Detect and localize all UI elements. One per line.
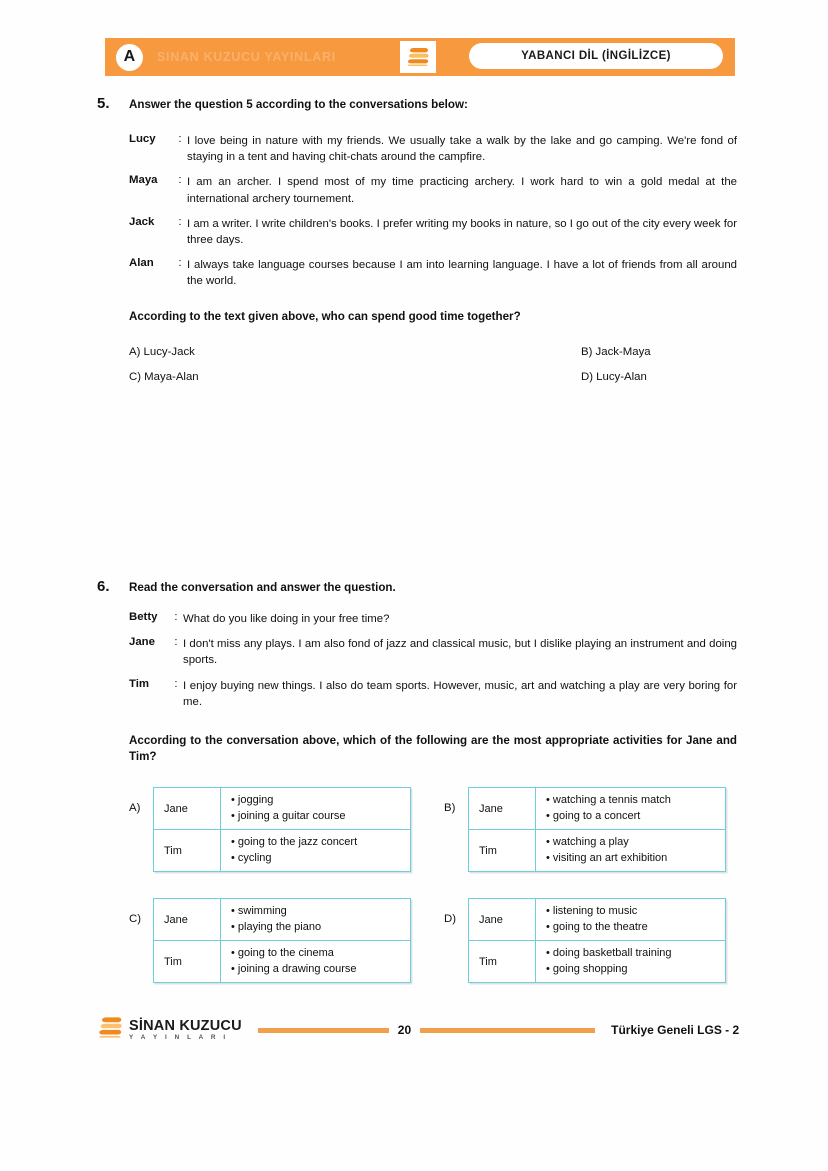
publisher-name [129,1019,242,1042]
speaker-colon: : [174,677,178,690]
question-5-number: 5. [97,95,110,112]
table-row [469,941,726,983]
option-b-table [468,787,726,872]
publisher-name-main: SİNAN KUZUCU [129,1017,242,1034]
table-row [154,788,411,830]
question-5-option-d[interactable]: D) Lucy-Alan [581,371,647,383]
table-row [469,830,726,872]
row-person: Tim [469,830,536,872]
row-person: Jane [469,899,536,941]
activity-item: • going to the theatre [546,920,648,933]
page-footer [97,1012,740,1048]
question-6-prompt: Read the conversation and answer the question. [129,581,396,594]
question-5-option-b[interactable]: B) Jack-Maya [581,346,651,358]
publisher-name-sub: Y A Y I N L A R I [129,1034,229,1042]
table-row [469,788,726,830]
speaker-text: I don't miss any plays. I am also fond of jazz and classical music, but I dislike playing an instrument and doing sports. [183,638,737,667]
booklet-letter-badge: A [116,44,143,71]
row-activities [221,830,411,872]
speaker-text: I always take language courses because I am into learning language. I have a lot of friends from all around the world. [187,259,737,288]
question-5-option-c[interactable]: C) Maya-Alan [129,371,199,383]
exam-title: Türkiye Geneli LGS - 2 [611,1023,740,1037]
activity-item: • going to the jazz concert [231,836,358,849]
speaker-name: Lucy [129,133,156,145]
row-person: Tim [469,941,536,983]
question-6-dialog [129,611,737,719]
publisher-logo [97,1016,242,1045]
dialog-line [129,636,737,668]
dialog-line [129,216,737,248]
footer-rule-right [420,1028,595,1033]
activity-item: • jogging [231,794,274,806]
question-6-option-b[interactable] [444,787,726,872]
table-row [154,941,411,983]
table-row [469,899,726,941]
activity-item: • joining a drawing course [231,962,357,975]
speaker-name: Tim [129,677,150,690]
option-letter: B) [444,802,456,814]
row-activities [536,941,726,983]
dialog-line [129,257,737,289]
question-5-stem: According to the text given above, who can spend good time together? [129,310,521,323]
row-activities [536,788,726,830]
publisher-ghost-title: SINAN KUZUCU YAYINLARI [157,50,336,64]
activity-item: • doing basketball training [546,947,672,960]
option-letter: A) [129,802,141,814]
row-person: Jane [469,788,536,830]
question-6-option-c[interactable] [129,898,411,983]
question-5-dialog [129,133,737,299]
speaker-name: Jane [129,636,155,649]
page-number: 20 [397,1023,412,1037]
activity-item: • watching a tennis match [546,794,671,806]
activity-item: • going shopping [546,962,628,975]
activity-item: • watching a play [546,836,629,849]
dialog-line [129,611,737,627]
subject-pill: YABANCI DİL (İNGİLİZCE) [469,43,723,69]
question-6-option-d[interactable] [444,898,726,983]
activity-item: • swimming [231,905,287,917]
speaker-text: I enjoy buying new things. I also do team sports. However, music, art and watching a play are very boring for me. [183,679,737,708]
option-letter: C) [129,913,142,925]
row-person: Jane [154,788,221,830]
book-stack-icon [97,1016,123,1045]
speaker-name: Betty [129,611,158,623]
speaker-text: What do you like doing in your free time? [183,613,390,625]
activity-item: • joining a guitar course [231,809,346,822]
option-a-table [153,787,411,872]
dialog-line [129,678,737,710]
option-letter: D) [444,913,457,925]
activity-item: • going to the cinema [231,947,334,960]
question-5-prompt: Answer the question 5 according to the conversations below: [129,98,468,111]
option-d-table [468,898,726,983]
speaker-text: I am an archer. I spend most of my time practicing archery. I work hard to win a gold medal at the international archery tournement. [187,176,737,205]
question-6-option-a[interactable] [129,787,411,872]
dialog-line [129,133,737,165]
speaker-colon: : [174,611,178,623]
footer-rule-left [258,1028,389,1033]
row-activities [536,830,726,872]
activity-item: • cycling [231,851,272,864]
speaker-colon: : [178,257,182,270]
speaker-text: I love being in nature with my friends. We usually take a walk by the lake and go camping. We're fond of staying in a tent and having chit-chats around the campfire. [187,135,737,164]
row-activities [221,899,411,941]
speaker-name: Maya [129,174,158,187]
row-person: Jane [154,899,221,941]
activity-item: • playing the piano [231,920,322,933]
book-stack-icon [400,41,436,73]
speaker-colon: : [178,215,182,228]
question-6-number: 6. [97,578,110,595]
row-person: Tim [154,941,221,983]
page-header-band [105,38,735,76]
speaker-colon: : [178,133,182,145]
activity-item: • visiting an art exhibition [546,851,668,864]
row-activities [536,899,726,941]
question-5-option-a[interactable]: A) Lucy-Jack [129,346,195,358]
option-c-table [153,898,411,983]
dialog-line [129,174,737,206]
activity-item: • listening to music [546,905,638,917]
activity-item: • going to a concert [546,809,641,822]
table-row [154,830,411,872]
speaker-name: Alan [129,257,154,270]
speaker-name: Jack [129,215,155,228]
speaker-colon: : [178,174,182,187]
speaker-text: I am a writer. I write children's books. I prefer writing my books in nature, so I go out of the city every week for three days. [187,217,737,246]
speaker-colon: : [174,636,178,649]
row-activities [221,941,411,983]
table-row [154,899,411,941]
row-person: Tim [154,830,221,872]
row-activities [221,788,411,830]
question-6-stem: According to the conversation above, which of the following are the most appropriate activities for Jane and Tim? [129,734,737,764]
